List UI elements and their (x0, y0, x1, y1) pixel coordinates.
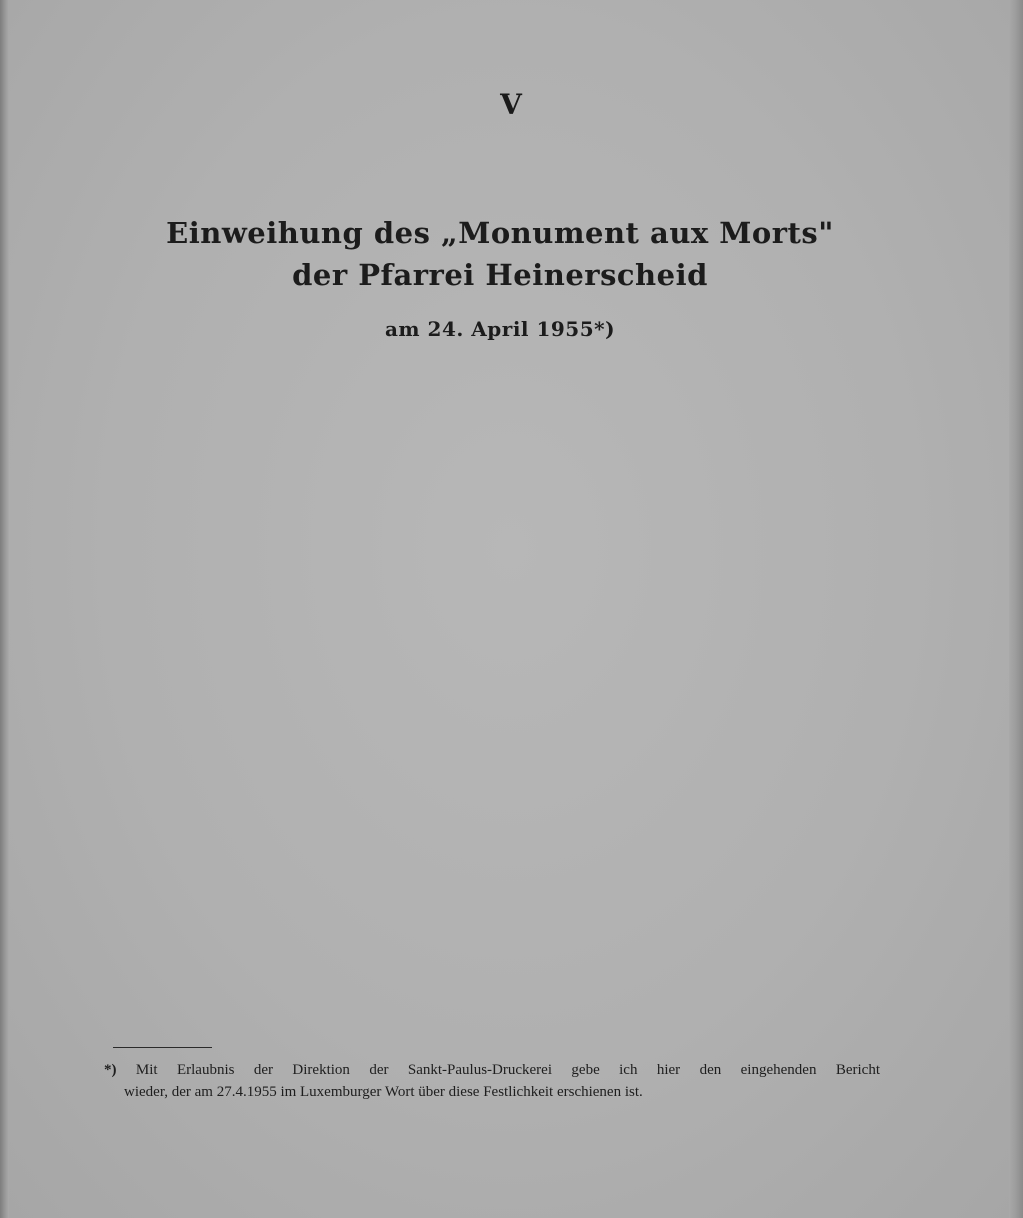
page-left-edge (0, 0, 9, 1218)
chapter-title-line-2: der Pfarrei Heinerscheid (292, 258, 708, 292)
footnote-line-2: wieder, der am 27.4.1955 im Luxemburger Wort über diese Festlichkeit erschienen ist. (124, 1084, 643, 1100)
footnote-marker: *) (104, 1062, 117, 1078)
chapter-title-line-1: Einweihung des „Monument aux Morts" (166, 216, 834, 250)
page-right-edge (1009, 0, 1023, 1218)
footnote-separator (113, 1047, 212, 1048)
footnote-text-1: Mit Erlaubnis der Direktion der Sankt-Paulus-Druckerei gebe ich hier den eingehenden Bericht (135, 1062, 880, 1078)
footnote (104, 1059, 880, 1103)
chapter-number: V (500, 88, 523, 121)
footnote-line-1 (104, 1059, 880, 1081)
chapter-date: am 24. April 1955*) (384, 317, 616, 341)
